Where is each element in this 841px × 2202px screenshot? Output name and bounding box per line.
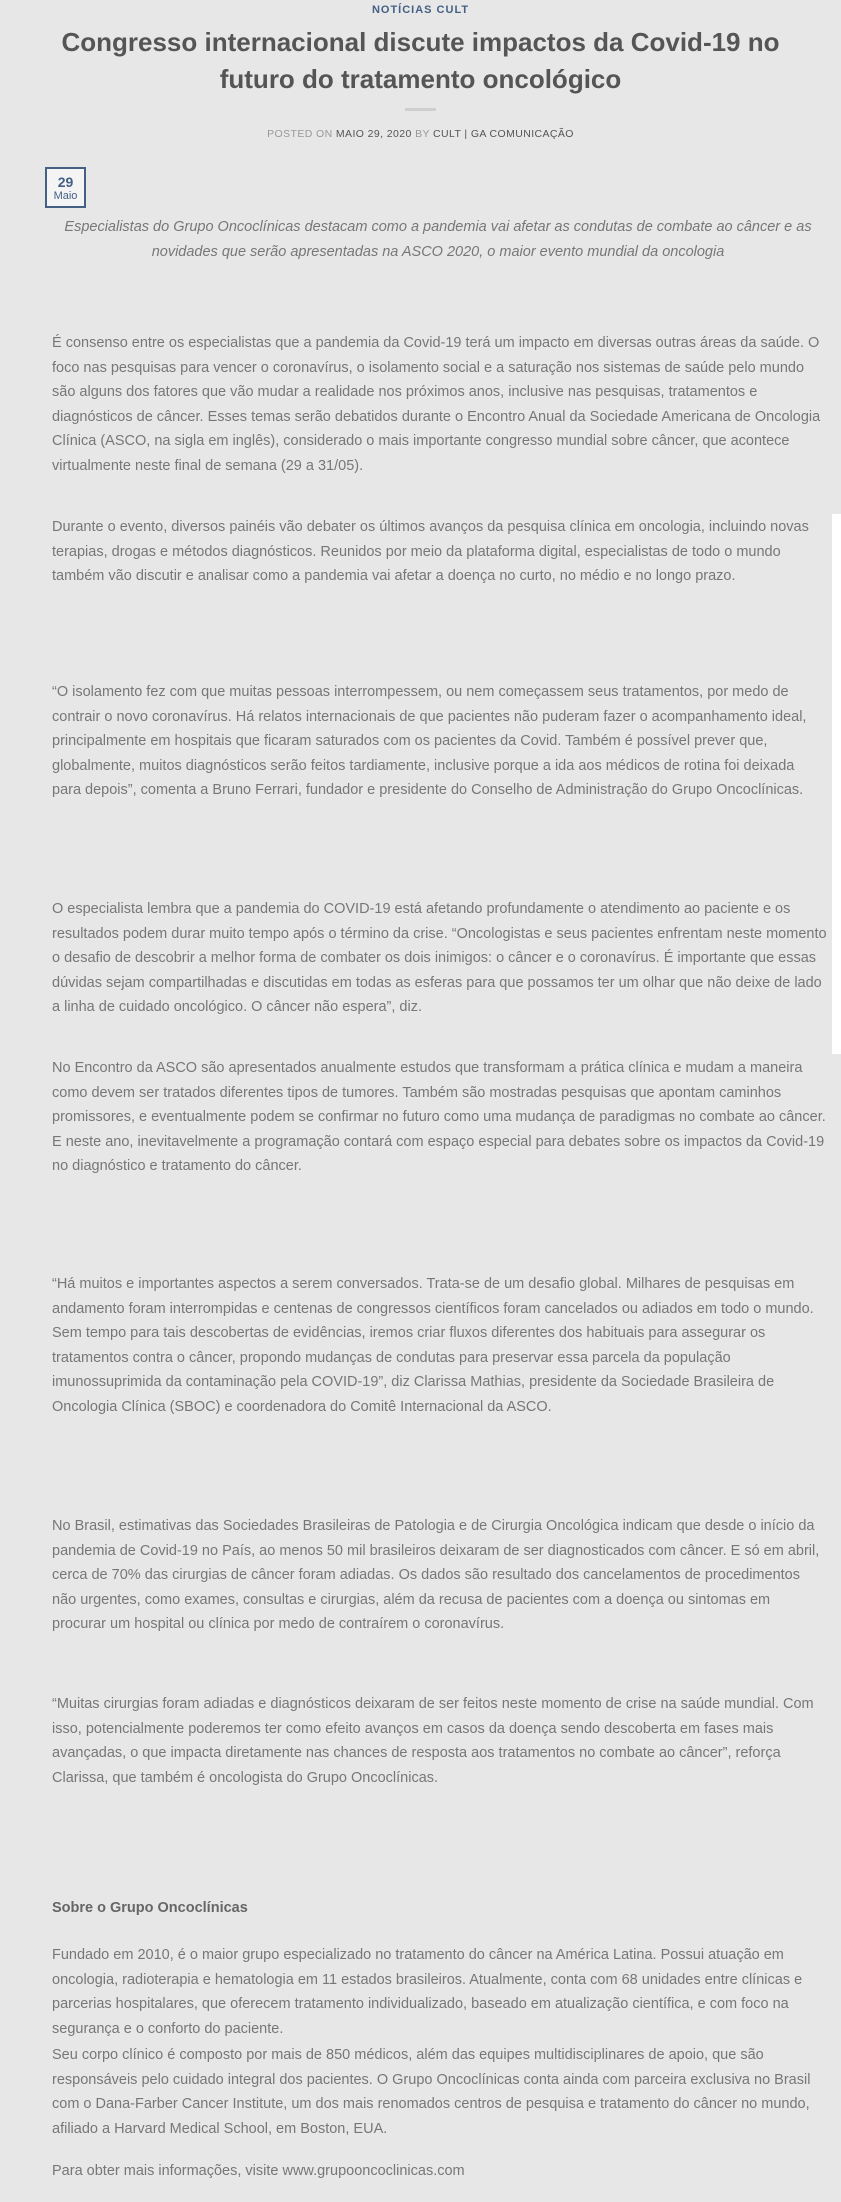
article-paragraph: Durante o evento, diversos painéis vão debater os últimos avanços da pesquisa clínica em oncologia, incluindo novas terapias, drogas e métodos diagnósticos. Reunidos por meio da plataforma digital, especialistas de todo o mundo também vão discutir e analisar como a pandemia vai afetar a doença no curto, no médio e no longo prazo. [52, 519, 809, 584]
article-paragraph: “O isolamento fez com que muitas pessoas interrompessem, ou nem começassem seus tratamentos, por medo de contrair o novo coronavírus. Há relatos internacionais de que pacientes não puderam fazer o acompanhamento ideal, principalmente em hospitais que ficaram saturados com os pacientes da Covid. Também é possível prever que, globalmente, muitos diagnósticos serão feitos tardiamente, inclusive porque a ida aos médicos de rotina foi deixada para depois”, comenta a Bruno Ferrari, fundador e presidente do Conselho de Administração do Grupo Oncoclínicas. [52, 684, 807, 798]
article-paragraph: O especialista lembra que a pandemia do COVID-19 está afetando profundamente o atendimento ao paciente e os resultados podem durar muito tempo após o término da crise. “Oncologistas e seus pacientes enfrentam neste momento o desafio de descobrir a melhor forma de combater os dois inimigos: o câncer e o coronavírus. É importante que essas dúvidas sejam compartilhadas e discutidas em todas as esferas para que possamos ter um olhar que não deixe de lado a linha de cuidado oncológico. O câncer não espera”, diz. [52, 901, 827, 1015]
date-badge-month: Maio [53, 190, 78, 202]
article-paragraph: “Há muitos e importantes aspectos a serem conversados. Trata-se de um desafio global. Milhares de pesquisas em andamento foram interrompidas e centenas de congressos científicos foram cancelados ou adiados em todo o mundo. Sem tempo para tais descobertas de evidências, iremos criar fluxos diferentes dos habituais para assegurar os tratamentos contra o câncer, propondo mudanças de condutas para preservar essa parcela da população imunossuprimida da contaminação pela COVID-19”, diz Clarissa Mathias, presidente da Sociedade Brasileira de Oncologia Clínica (SBOC) e coordenadora do Comitê Internacional da ASCO. [52, 1276, 814, 1415]
about-heading: Sobre o Grupo Oncoclínicas [52, 1900, 248, 1916]
date-badge-day: 29 [57, 174, 74, 190]
about-paragraph: Fundado em 2010, é o maior grupo especializado no tratamento do câncer na América Latina. Possui atuação em oncologia, radioterapia e hematologia em 11 estados brasileiros. Atualmente, conta com 68 unidades entre clínicas e parcerias hospitalares, que oferecem tratamento individualizado, baseado em atualização científica, e com foco na segurança e o conforto do paciente. [52, 1947, 803, 2037]
article-lead: Especialistas do Grupo Oncoclínicas destacam como a pandemia vai afetar as condutas de combate ao câncer e as novidades que serão apresentadas na ASCO 2020, o maior evento mundial da oncologia [64, 219, 812, 260]
title-divider [405, 108, 436, 111]
article-paragraph: É consenso entre os especialistas que a pandemia da Covid-19 terá um impacto em diversas outras áreas da saúde. O foco nas pesquisas para vencer o coronavírus, o isolamento social e a saturação nos sistemas de saúde pelo mundo são alguns dos fatores que vão mudar a realidade nos próximos anos, inclusive nas pesquisas, tratamentos e diagnósticos de câncer. Esses temas serão debatidos durante o Encontro Anual da Sociedade Americana de Oncologia Clínica (ASCO, na sigla em inglês), considerado o mais importante congresso mundial sobre câncer, que acontece virtualmente neste final de semana (29 a 31/05). [52, 335, 821, 474]
author-link[interactable]: CULT | GA COMUNICAÇÃO [433, 128, 574, 140]
side-panel [832, 514, 841, 1054]
article-paragraph: No Brasil, estimativas das Sociedades Brasileiras de Patologia e de Cirurgia Oncológica indicam que desde o início da pandemia de Covid-19 no País, ao menos 50 mil brasileiros deixaram de ser diagnosticados com câncer. E só em abril, cerca de 70% das cirurgias de câncer foram adiadas. Os dados são resultado dos cancelamentos de procedimentos não urgentes, como exames, consultas e cirurgias, além da recusa de pacientes com a doença ou sintomas em procurar um hospital ou clínica por medo de contraírem o coronavírus. [52, 1518, 820, 1632]
date-badge [45, 167, 86, 208]
category-link[interactable]: NOTÍCIAS CULT [371, 4, 470, 16]
by-label: BY [415, 128, 430, 140]
article-title: Congresso internacional discute impactos da Covid-19 no futuro do tratamento oncológico [61, 27, 780, 94]
post-date-link[interactable]: MAIO 29, 2020 [335, 128, 412, 140]
post-meta [0, 128, 841, 140]
contact-info: Para obter mais informações, visite www.grupooncoclinicas.com [52, 2163, 465, 2179]
article-paragraph: “Muitas cirurgias foram adiadas e diagnósticos deixaram de ser feitos neste momento de crise na saúde mundial. Com isso, potencialmente poderemos ter como efeito avanços em casos da doença sendo descoberta em fases mais avançadas, o que impacta diretamente nas chances de resposta aos tratamentos no combate ao câncer”, reforça Clarissa, que também é oncologista do Grupo Oncoclínicas. [52, 1696, 814, 1786]
article-paragraph: No Encontro da ASCO são apresentados anualmente estudos que transformam a prática clínica e mudam a maneira como devem ser tratados diferentes tipos de tumores. Também são mostradas pesquisas que apontam caminhos promissores, e eventualmente podem se confirmar no futuro como uma mudança de paradigmas no combate ao câncer. E neste ano, inevitavelmente a programação contará com espaço especial para debates sobre os impactos da Covid-19 no diagnóstico e tratamento do câncer. [52, 1060, 826, 1174]
about-paragraph: Seu corpo clínico é composto por mais de 850 médicos, além das equipes multidisciplinares de apoio, que são responsáveis pelo cuidado integral dos pacientes. O Grupo Oncoclínicas conta ainda com parceira exclusiva no Brasil com o Dana-Farber Cancer Institute, um dos mais renomados centros de pesquisa e tratamento do câncer no mundo, afiliado a Harvard Medical School, em Boston, EUA. [52, 2047, 811, 2137]
posted-on-label: POSTED ON [267, 128, 333, 140]
